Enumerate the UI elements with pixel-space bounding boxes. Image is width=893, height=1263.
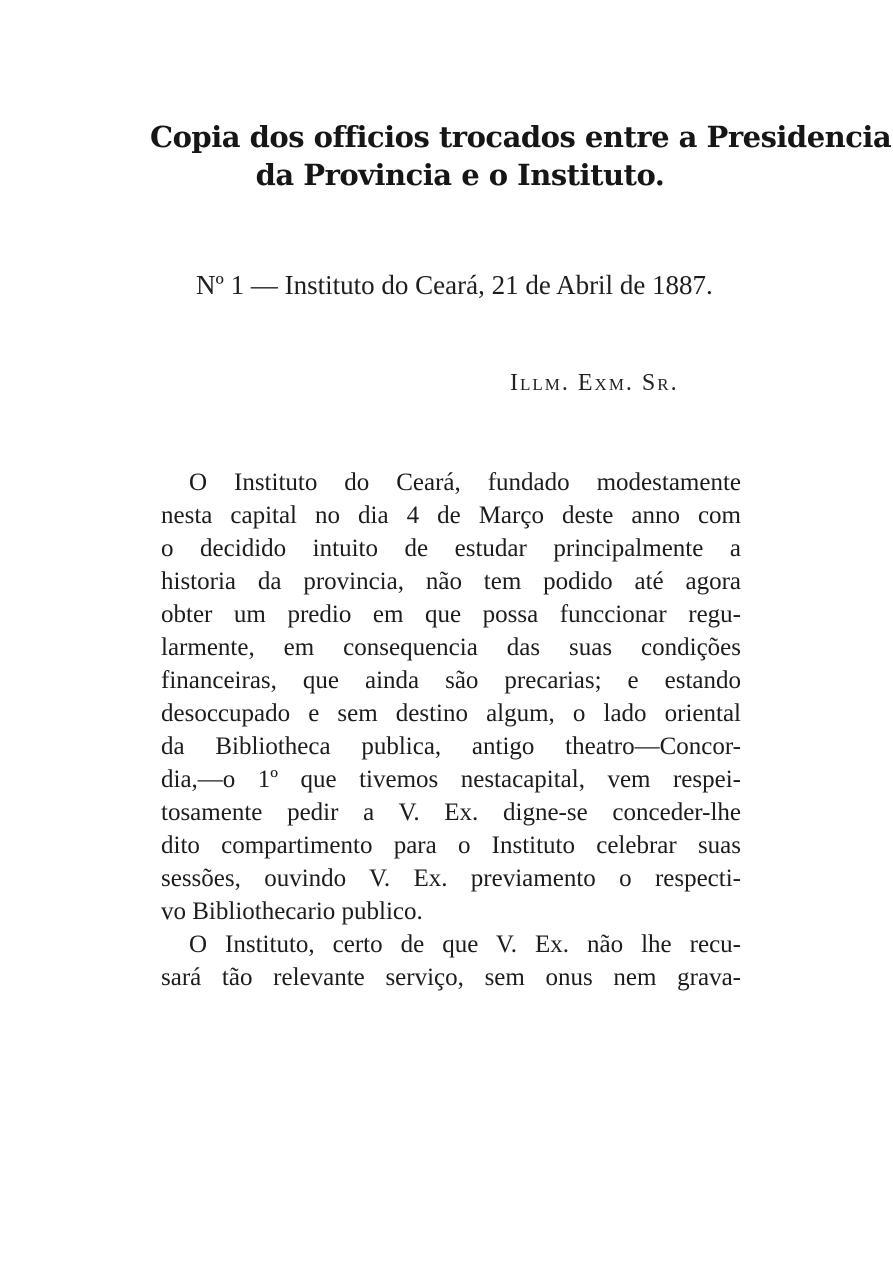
- text-line: O Instituto, certo de que V. Ex. não lhe recu-: [189, 931, 741, 958]
- salutation: Illm. Exm. Sr.: [510, 370, 679, 396]
- title-line-1: Copia dos officios trocados entre a Presidencia: [150, 120, 892, 154]
- text-line: dia,—o 1º que tivemos nestacapital, vem respei-: [161, 766, 741, 793]
- text-line: obter um predio em que possa funccionar regu-: [161, 601, 741, 628]
- text-line: dito compartimento para o Instituto celebrar suas: [161, 832, 741, 859]
- text-line: larmente, em consequencia das suas condições: [161, 634, 741, 661]
- paragraph-2: [161, 928, 741, 994]
- text-line: da Bibliotheca publica, antigo theatro—Concor-: [161, 733, 741, 760]
- title-line-2: da Provincia e o Instituto.: [255, 158, 665, 192]
- text-line: sessões, ouvindo V. Ex. previamento o respecti-: [161, 865, 741, 892]
- text-line: tosamente pedir a V. Ex. digne-se conceder-lhe: [161, 799, 741, 826]
- letter-body: [161, 466, 741, 994]
- text-line: sará tão relevante serviço, sem onus nem grava-: [161, 964, 741, 991]
- text-line: vo Bibliothecario publico.: [161, 898, 423, 925]
- text-line: o decidido intuito de estudar principalmente a: [161, 535, 741, 562]
- letter-heading: Nº 1 — Instituto do Ceará, 21 de Abril de 1887.: [196, 270, 713, 300]
- document-title: [150, 118, 892, 194]
- text-line: O Instituto do Ceará, fundado modestamente: [189, 469, 741, 496]
- text-line: financeiras, que ainda são precarias; e estando: [161, 667, 741, 694]
- text-line: historia da provincia, não tem podido até agora: [161, 568, 741, 595]
- paragraph-1: [161, 466, 741, 928]
- text-line: nesta capital no dia 4 de Março deste anno com: [161, 502, 741, 529]
- text-line: desoccupado e sem destino algum, o lado oriental: [161, 700, 741, 727]
